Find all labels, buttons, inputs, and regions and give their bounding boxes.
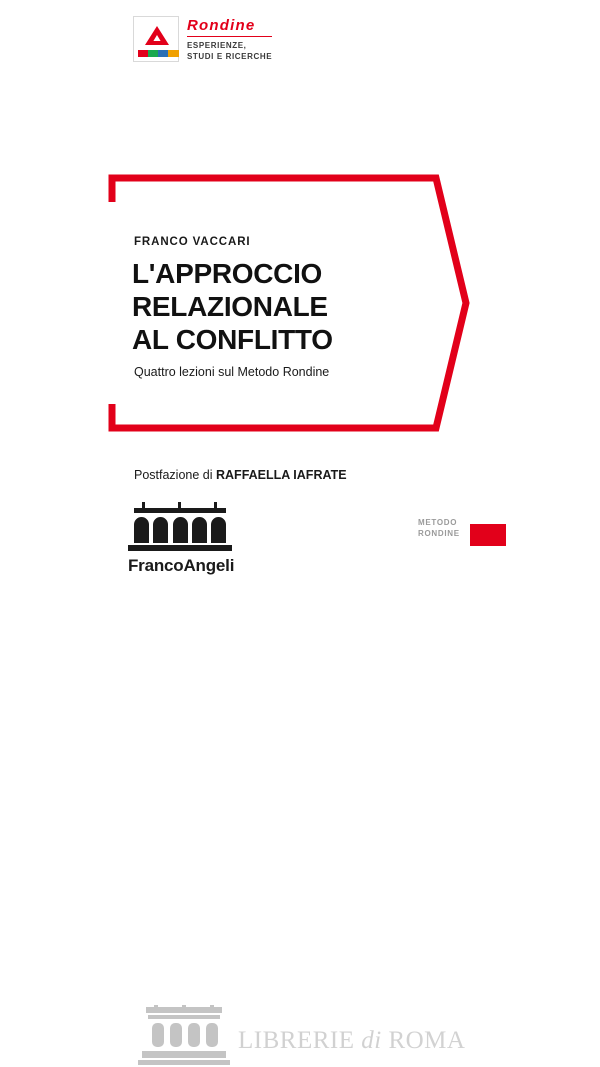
series-logo [133,16,293,66]
book-title-line-3: AL CONFLITTO [132,323,333,355]
watermark-text [238,1027,465,1055]
rondine-swallow-icon [133,16,179,62]
book-subtitle: Quattro lezioni sul Metodo Rondine [134,365,330,379]
metodo-rondine-line1: METODO [418,518,458,527]
series-divider [187,36,272,37]
book-author: FRANCO VACCARI [134,236,251,248]
watermark-overlay [0,500,600,1054]
metodo-rondine-line2: RONDINE [418,528,460,538]
afterword-author: RAFFAELLA IAFRATE [216,468,347,482]
book-title-line-2: RELAZIONALE [132,290,328,322]
metodo-rondine-swatch [470,524,506,546]
metodo-rondine-text [418,518,460,540]
francoangeli-logo [128,508,235,575]
metodo-rondine-mark [418,518,506,552]
series-name: Rondine [187,17,256,34]
watermark-text-part1: LIBRERIE [238,1027,362,1054]
library-building-watermark-icon [138,1005,230,1067]
watermark-text-part3: ROMA [381,1027,466,1054]
publisher-name: FrancoAngeli [128,556,235,575]
series-subtitle-line1: ESPERIENZE, [187,41,247,50]
series-subtitle-line2: STUDI E RICERCHE [187,51,273,61]
afterword-credit [134,468,347,482]
francoangeli-building-icon [128,508,232,554]
afterword-prefix: Postfazione di [134,468,216,482]
series-wordmark [187,16,272,63]
watermark-text-part2: di [361,1027,382,1054]
book-title [132,258,452,356]
book-title-line-1: L'APPROCCIO [132,258,323,289]
